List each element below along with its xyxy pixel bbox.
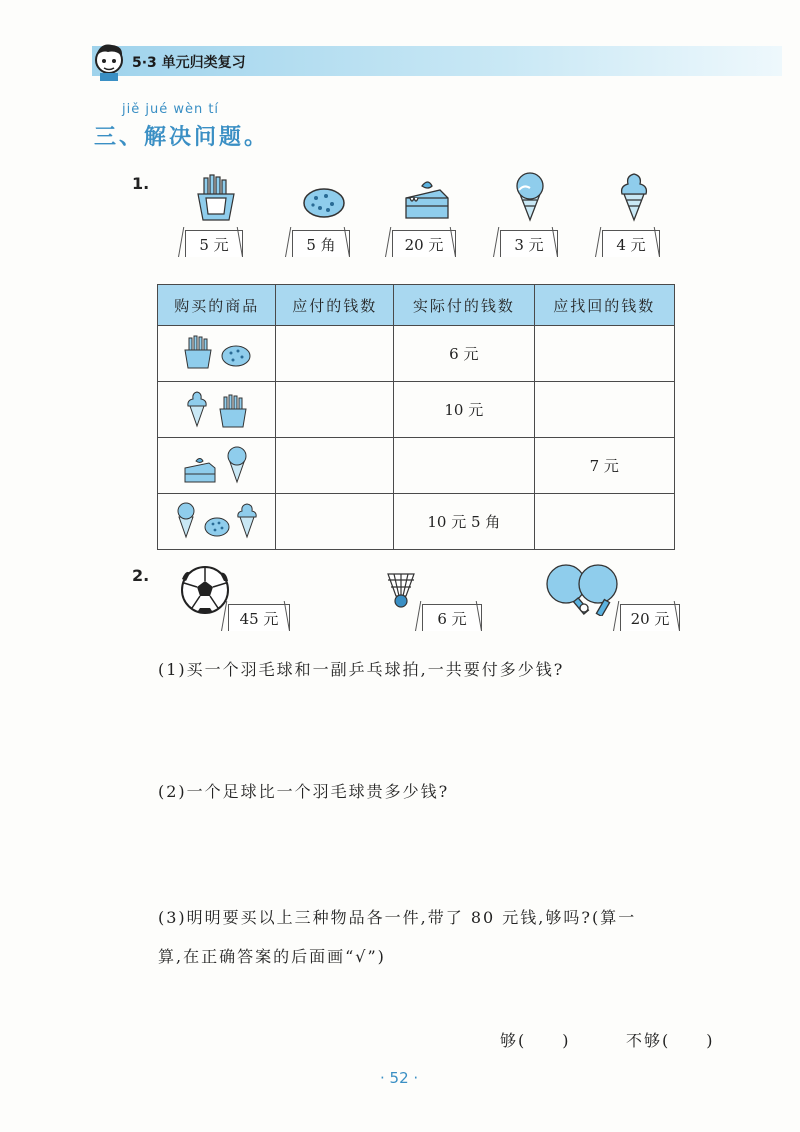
price-label: 20 元 bbox=[630, 609, 670, 628]
cookie-icon bbox=[203, 515, 231, 539]
items-cell bbox=[158, 494, 276, 550]
page-number: · 52 · bbox=[380, 1069, 419, 1087]
amount-paid-cell: 6 元 bbox=[394, 326, 534, 382]
column-header: 实际付的钱数 bbox=[394, 285, 534, 326]
amount-due-cell[interactable] bbox=[276, 326, 394, 382]
change-cell[interactable] bbox=[534, 382, 674, 438]
amount-paid-cell: 10 元 bbox=[394, 382, 534, 438]
question-2-number: 2. bbox=[132, 566, 150, 585]
price-label: 5 元 bbox=[199, 235, 229, 254]
cookie-icon bbox=[302, 186, 346, 220]
price-label: 6 元 bbox=[437, 609, 467, 628]
table-row bbox=[158, 326, 675, 382]
items-cell bbox=[158, 326, 276, 382]
header-title: 5·3 单元归类复习 bbox=[132, 55, 246, 71]
change-cell[interactable] bbox=[534, 494, 674, 550]
items-cell bbox=[158, 382, 276, 438]
price-tag bbox=[228, 604, 290, 631]
soft-serve-icon bbox=[235, 501, 259, 539]
mascot-icon bbox=[90, 40, 128, 82]
ping-pong-paddles-icon bbox=[544, 562, 622, 616]
ice-cream-scoop-icon bbox=[174, 501, 198, 539]
price-label: 20 元 bbox=[404, 235, 444, 254]
column-header: 应付的钱数 bbox=[276, 285, 394, 326]
price-label: 3 元 bbox=[514, 235, 544, 254]
ice-cream-scoop-icon bbox=[510, 170, 550, 222]
answer-not-enough-option[interactable]: 不够( ) bbox=[626, 1031, 715, 1050]
cake-icon bbox=[402, 176, 452, 222]
price-tag bbox=[602, 230, 660, 257]
amount-paid-cell[interactable] bbox=[394, 438, 534, 494]
ice-cream-scoop-icon bbox=[223, 444, 251, 484]
question-1-number: 1. bbox=[132, 174, 150, 193]
price-label: 5 角 bbox=[306, 235, 336, 254]
table-header-row bbox=[158, 285, 675, 326]
soft-serve-icon bbox=[183, 388, 211, 428]
question-2-2-text: (2)一个足球比一个羽毛球贵多少钱? bbox=[158, 782, 450, 801]
change-cell: 7 元 bbox=[534, 438, 674, 494]
table-row bbox=[158, 382, 675, 438]
french-fries-icon bbox=[181, 335, 215, 369]
price-label: 4 元 bbox=[616, 235, 646, 254]
table-row bbox=[158, 438, 675, 494]
price-label: 45 元 bbox=[239, 609, 279, 628]
price-tag bbox=[292, 230, 350, 257]
items-cell bbox=[158, 438, 276, 494]
table-row bbox=[158, 494, 675, 550]
price-tag bbox=[620, 604, 680, 631]
cookie-icon bbox=[220, 343, 252, 369]
price-tag bbox=[392, 230, 456, 257]
amount-due-cell[interactable] bbox=[276, 382, 394, 438]
column-header: 应找回的钱数 bbox=[534, 285, 674, 326]
amount-due-cell[interactable] bbox=[276, 438, 394, 494]
amount-paid-cell: 10 元 5 角 bbox=[394, 494, 534, 550]
price-tag bbox=[422, 604, 482, 631]
shuttlecock-icon bbox=[384, 570, 420, 610]
question-2-3-text-line1: (3)明明要买以上三种物品各一件,带了 80 元钱,够吗?(算一 bbox=[158, 908, 637, 927]
amount-due-cell[interactable] bbox=[276, 494, 394, 550]
purchase-table bbox=[157, 284, 675, 550]
section-pinyin: jiě jué wèn tí bbox=[122, 102, 220, 117]
cake-icon bbox=[182, 454, 218, 484]
question-2-1-text: (1)买一个羽毛球和一副乒乓球拍,一共要付多少钱? bbox=[158, 660, 565, 679]
price-tag bbox=[500, 230, 558, 257]
answer-enough-option[interactable]: 够( ) bbox=[500, 1031, 571, 1050]
french-fries-icon bbox=[216, 394, 250, 428]
column-header: 购买的商品 bbox=[158, 285, 276, 326]
french-fries-icon bbox=[194, 174, 238, 222]
soft-serve-icon bbox=[614, 168, 654, 222]
change-cell[interactable] bbox=[534, 326, 674, 382]
soccer-ball-icon bbox=[180, 565, 230, 615]
question-2-3-text-line2: 算,在正确答案的后面画“√”) bbox=[158, 947, 386, 966]
price-tag bbox=[185, 230, 243, 257]
section-title: 三、解决问题。 bbox=[94, 125, 270, 150]
